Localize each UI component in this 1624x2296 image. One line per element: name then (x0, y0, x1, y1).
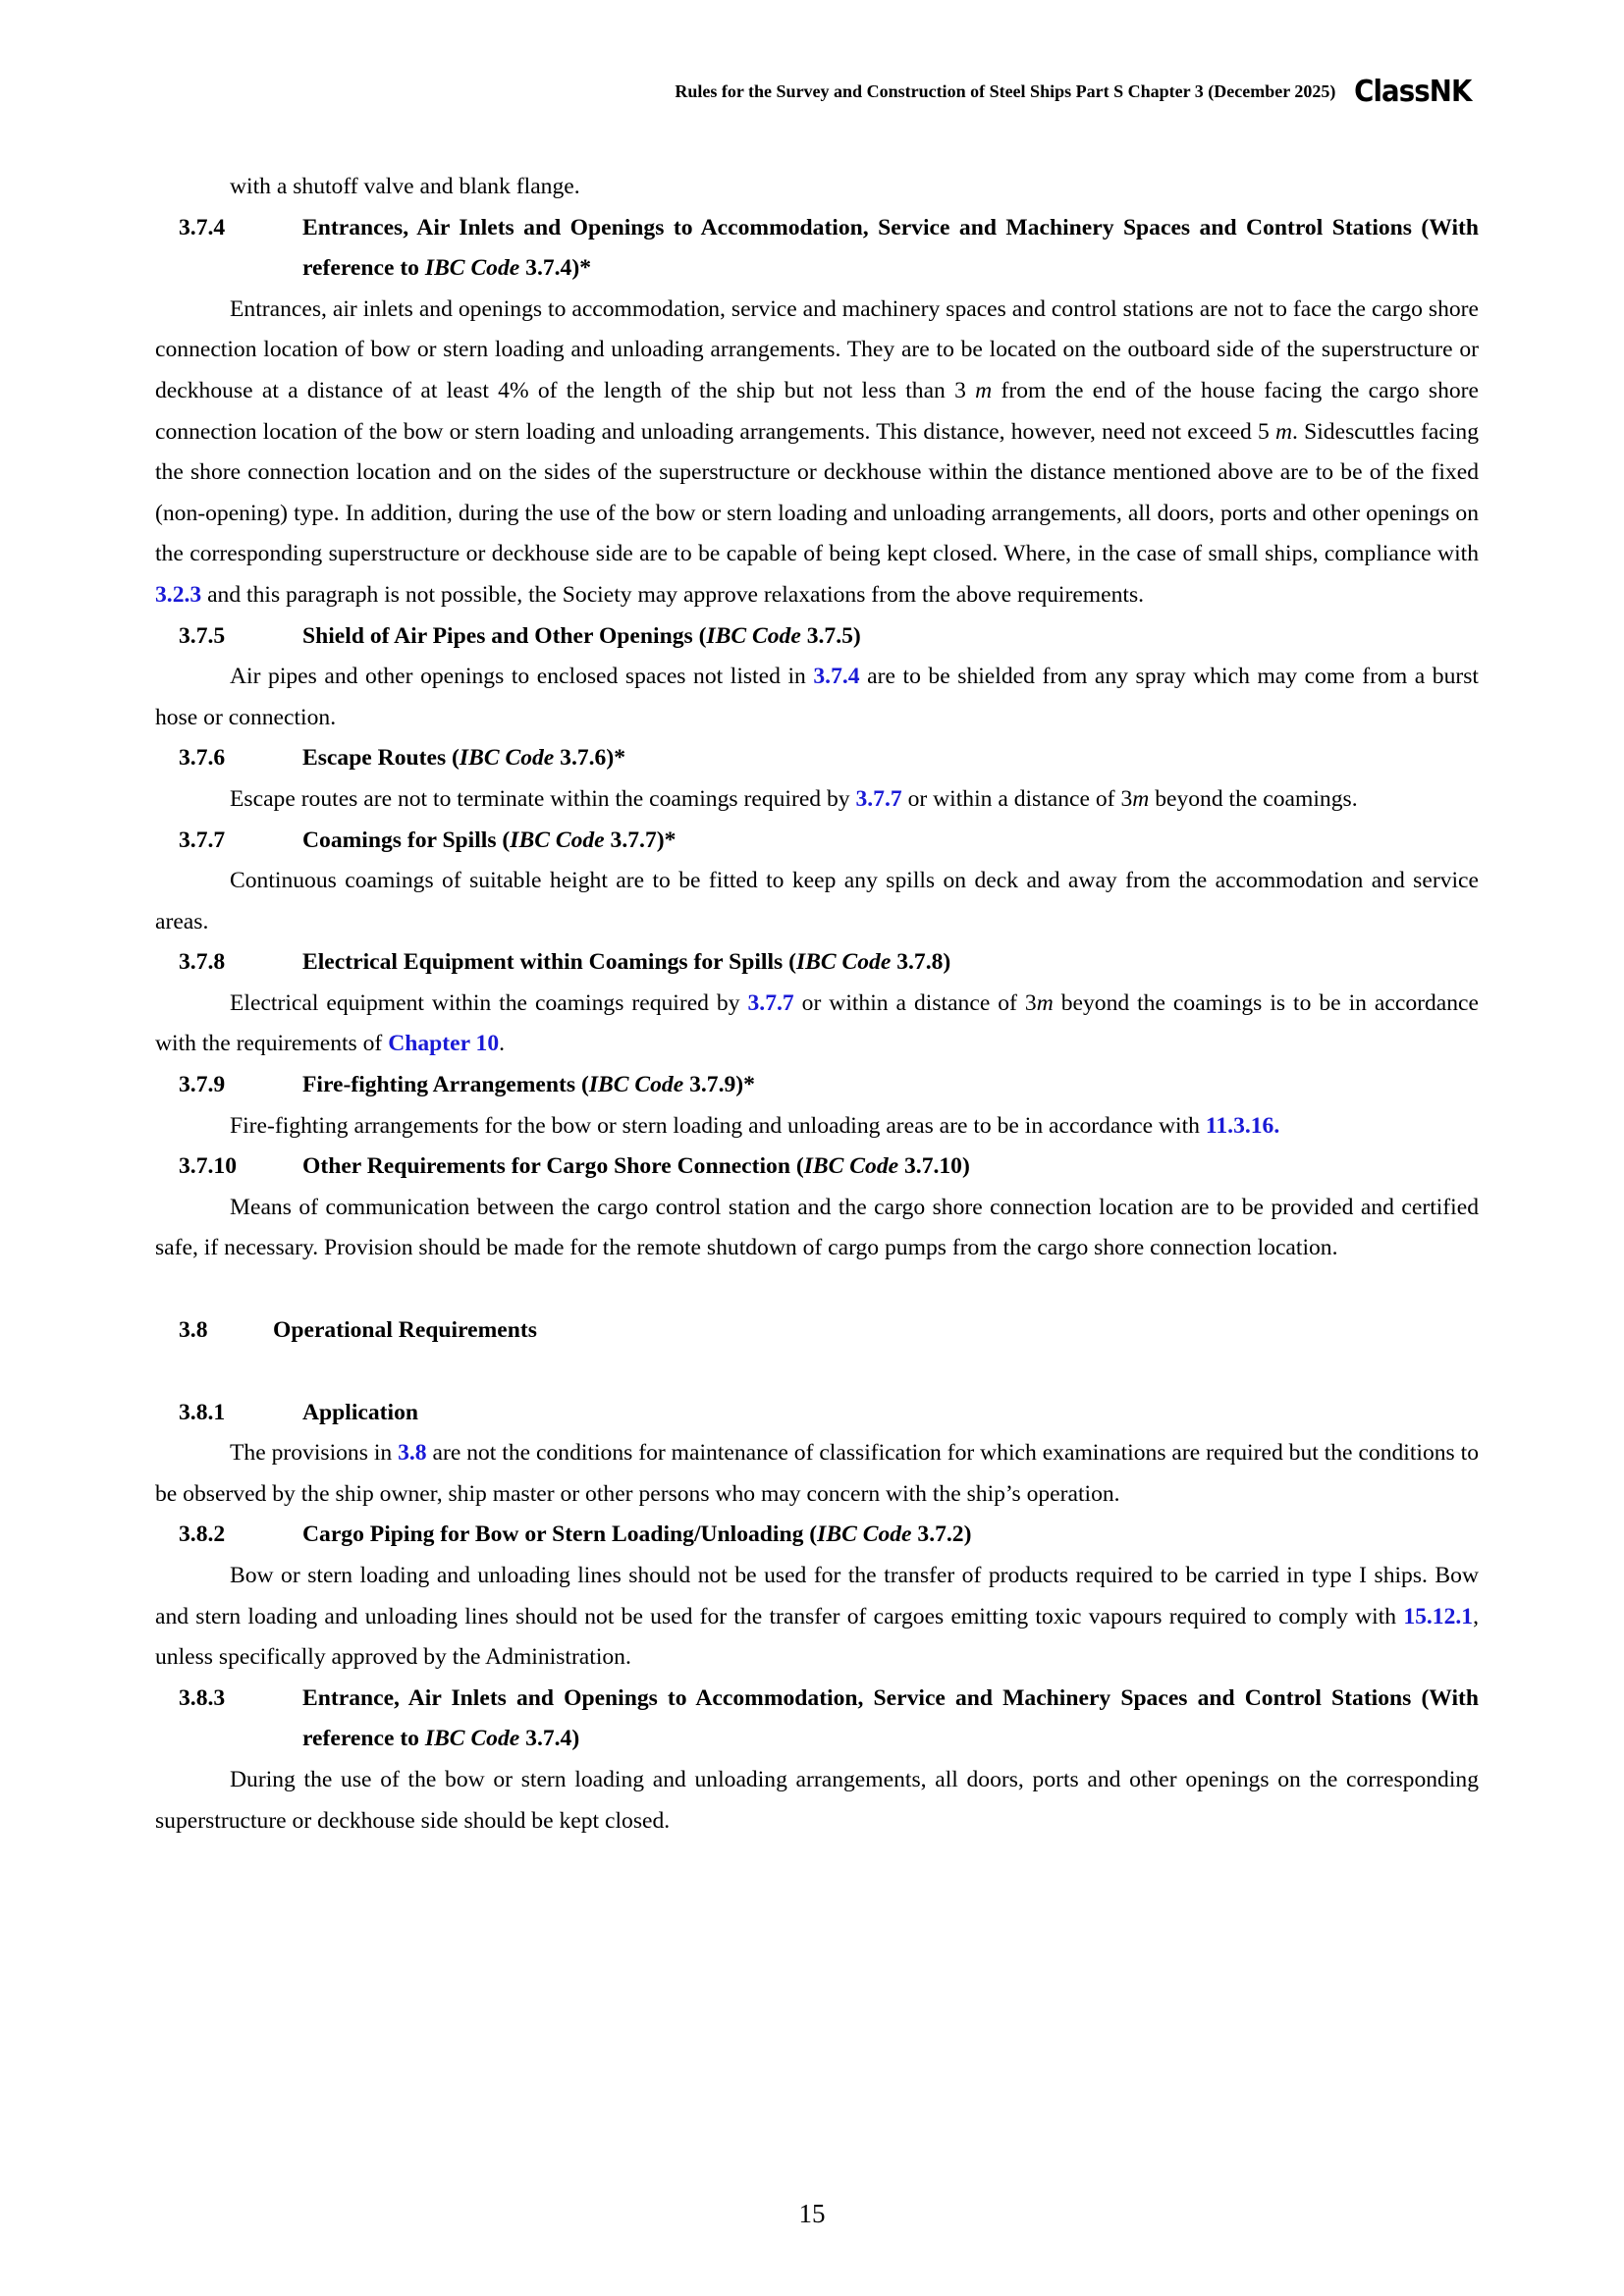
section-heading-3-8 (155, 1310, 1479, 1352)
page-header (675, 75, 1477, 109)
paragraph-3-8-2: Bow or stern loading and unloading lines should not be used for the transfer of products required to be carried in type I ships. Bow and stern loading and unloading lines should not be used for the transfer of cargoes emitting toxic vapours required to comply with 15.12.1, unless specifically approved by the Administration. (155, 1563, 1479, 1671)
paragraph-3-8-3: During the use of the bow or stern loading and unloading arrangements, all doors, ports and other openings on the corresponding superstructure or deckhouse side should be kept closed. (155, 1766, 1479, 1834)
paragraph-3-7-4: Entrances, air inlets and openings to accommodation, service and machinery spaces and control stations are not to face the cargo shore connection location of bow or stern loading and unloading arrangements. They are to be located on the outboard side of the superstructure or deckhouse at a distance of at least 4% of the length of the ship but not less than 3 m from the end of the house facing the cargo shore connection location of the bow or stern loading and unloading arrangements. This distance, however, need not exceed 5 m. Sidescuttles facing the shore connection location and on the sides of the superstructure or deckhouse within the distance mentioned above are to be of the fixed (non-opening) type. In addition, during the use of the bow or stern loading and unloading arrangements, all doors, ports and other openings on the corresponding superstructure or deckhouse side are to be capable of being kept closed. Where, in the case of small ships, compliance with 3.2.3 and this paragraph is not possible, the Society may approve relaxations from the above requirements. (155, 295, 1479, 608)
page-number: 15 (798, 2199, 826, 2228)
paragraph-3-7-8: Electrical equipment within the coamings required by 3.7.7 or within a distance of 3m beyond the coamings is to be in accordance with the requirements of Chapter 10. (155, 989, 1479, 1057)
link-3-2-3[interactable]: 3.2.3 (155, 581, 202, 608)
section-title: Operational Requirements (273, 1317, 537, 1344)
section-number: 3.8.2 (179, 1522, 226, 1548)
section-heading-3-8-1 (155, 1393, 1479, 1434)
paragraph-3-7-7: Continuous coamings of suitable height are to be fitted to keep any spills on deck and away from the accommodation and service areas. (155, 868, 1479, 934)
link-chapter-10[interactable]: Chapter 10 (388, 1031, 500, 1057)
section-heading-3-7-10 (155, 1147, 1479, 1188)
section-heading-3-7-4 (155, 208, 1479, 290)
section-heading-3-7-9 (155, 1065, 1479, 1106)
section-title: Entrances, Air Inlets and Openings to Accommodation, Service and Machinery Spaces and Control Stations (With reference to IBC Code 3.7.4)* (302, 214, 1479, 282)
section-title: Escape Routes (IBC Code 3.7.6)* (302, 745, 626, 772)
section-title: Cargo Piping for Bow or Stern Loading/Unloading (IBC Code 3.7.2) (302, 1522, 972, 1548)
section-number: 3.8.3 (179, 1684, 226, 1711)
paragraph-3-7-6: Escape routes are not to terminate within the coamings required by 3.7.7 or within a distance of 3m beyond the coamings. (230, 785, 1358, 812)
section-heading-3-7-6 (155, 738, 1479, 779)
section-heading-3-7-8 (155, 942, 1479, 984)
section-title: Electrical Equipment within Coamings for Spills (IBC Code 3.7.8) (302, 949, 951, 976)
section-number: 3.7.6 (179, 745, 226, 772)
section-number: 3.8 (179, 1317, 208, 1344)
paragraph-3-7-5: Air pipes and other openings to enclosed spaces not listed in 3.7.4 are to be shielded from any spray which may come from a burst hose or connection. (155, 664, 1479, 730)
section-title: Other Requirements for Cargo Shore Connection (IBC Code 3.7.10) (302, 1153, 970, 1180)
link-11-3-16[interactable]: 11.3.16. (1205, 1112, 1280, 1139)
section-title: Fire-fighting Arrangements (IBC Code 3.7.9)* (302, 1072, 755, 1098)
link-3-7-4[interactable]: 3.7.4 (813, 664, 860, 690)
section-title: Shield of Air Pipes and Other Openings (IBC Code 3.7.5) (302, 622, 861, 649)
section-number: 3.7.7 (179, 827, 226, 853)
link-3-7-7[interactable]: 3.7.7 (855, 785, 902, 812)
section-title: Application (302, 1399, 418, 1425)
paragraph-3-8-1: The provisions in 3.8 are not the conditions for maintenance of classification for which examinations are required but the conditions to be observed by the ship owner, ship master or other persons who may concern with the ship’s operation. (155, 1440, 1480, 1507)
link-3-8[interactable]: 3.8 (398, 1440, 427, 1467)
classnk-logo: ClassNK (1354, 75, 1472, 109)
section-number: 3.7.9 (179, 1072, 226, 1098)
section-number: 3.7.8 (179, 949, 226, 976)
section-title: Entrance, Air Inlets and Openings to Accommodation, Service and Machinery Spaces and Control Stations (With reference to IBC Code 3.7.4) (302, 1684, 1479, 1752)
link-3-7-7[interactable]: 3.7.7 (747, 989, 794, 1016)
section-title: Coamings for Spills (IBC Code 3.7.7)* (302, 827, 677, 853)
continuation-text: with a shutoff valve and blank flange. (230, 174, 580, 199)
section-heading-3-7-7 (155, 821, 1479, 862)
section-heading-3-7-5 (155, 616, 1479, 658)
paragraph-3-7-10: Means of communication between the cargo control station and the cargo shore connection location are to be provided and certified safe, if necessary. Provision should be made for the remote shutdown of cargo pumps from the cargo shore connection location. (155, 1194, 1479, 1261)
section-number: 3.7.5 (179, 622, 226, 649)
section-heading-3-8-3 (155, 1679, 1479, 1760)
section-number: 3.8.1 (179, 1399, 226, 1425)
running-title: Rules for the Survey and Construction of Steel Ships Part S Chapter 3 (December 2025) (675, 81, 1336, 101)
section-heading-3-8-2 (155, 1515, 1479, 1556)
link-15-12-1[interactable]: 15.12.1 (1403, 1603, 1474, 1629)
section-number: 3.7.10 (179, 1153, 237, 1180)
document-body (155, 167, 1479, 1842)
paragraph-3-7-9: Fire-fighting arrangements for the bow or stern loading and unloading areas are to be in accordance with 11.3.16. (230, 1112, 1280, 1139)
section-number: 3.7.4 (179, 214, 226, 240)
